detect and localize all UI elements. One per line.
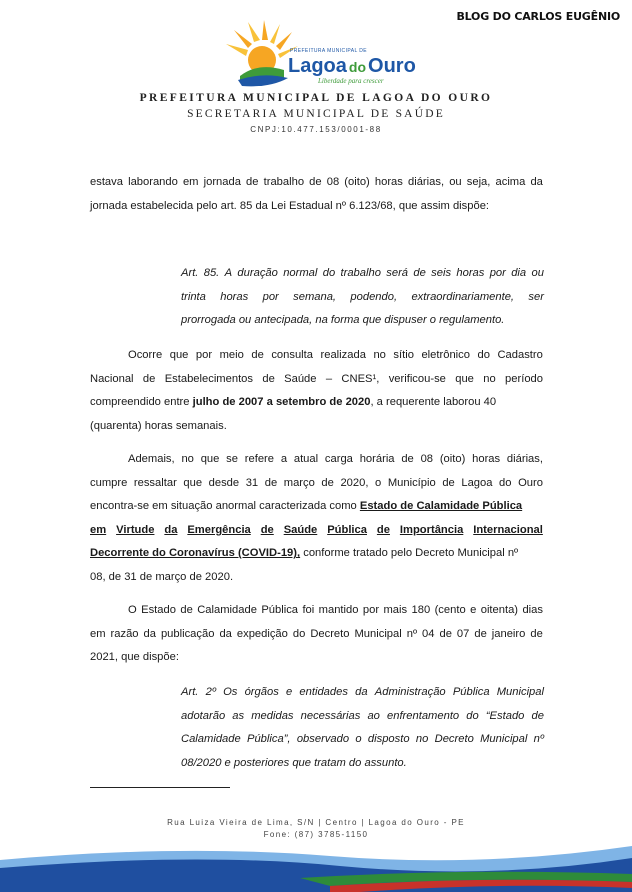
word: horas	[374, 176, 403, 188]
word: de	[376, 523, 390, 536]
word: no	[415, 733, 429, 746]
word: ressaltar	[133, 476, 177, 489]
word: de	[474, 627, 487, 640]
header-secretaria: SECRETARIA MUNICIPAL DE SAÚDE	[187, 108, 445, 120]
word: Ouro	[518, 476, 543, 489]
word: eletrônico	[421, 349, 470, 361]
word: trabalho	[263, 176, 305, 188]
word: ser	[528, 290, 544, 303]
word: de	[246, 176, 259, 188]
paragraph-4	[90, 599, 543, 670]
word: ou	[449, 176, 462, 188]
word: por	[489, 267, 506, 279]
word: Os	[223, 686, 238, 698]
paragraph-line: (quarenta) horas semanais.	[90, 419, 227, 432]
word: extraordinariamente,	[411, 290, 515, 303]
word: da	[355, 686, 368, 698]
word: Estado	[141, 604, 176, 616]
word: observado	[296, 733, 350, 746]
word: entidades	[299, 686, 348, 698]
word: (oito)	[344, 176, 370, 188]
paragraph-line	[90, 344, 543, 368]
word: mais	[383, 604, 408, 616]
word: –	[325, 372, 333, 385]
word: do	[322, 267, 336, 279]
word: A	[224, 267, 233, 279]
word: publicação	[160, 627, 215, 640]
word: do	[466, 709, 479, 722]
paragraph-line	[90, 519, 543, 543]
footer-phone: Fone: (87) 3785-1150	[263, 830, 369, 839]
word: por	[195, 349, 213, 361]
word: da	[219, 627, 232, 640]
word: Lagoa	[461, 476, 493, 489]
word: horas	[456, 267, 485, 279]
word: por	[362, 604, 380, 616]
period-highlight: julho de 2007 a setembro de 2020	[192, 396, 371, 409]
word: no	[373, 349, 386, 361]
logo-name: Lagoa do Ouro	[288, 55, 416, 77]
word: Importância	[399, 523, 464, 536]
word: diárias,	[506, 453, 543, 465]
word: Saúde	[284, 372, 317, 385]
word: Pública	[261, 604, 299, 616]
word: Municipal	[496, 686, 544, 698]
word: Pública	[452, 686, 490, 698]
quote-line	[181, 286, 544, 310]
footer-address: Rua Luiza Vieira de Lima, S/N | Centro | Lagoa do Ouro - PE	[167, 818, 465, 827]
word: 08	[326, 176, 340, 188]
word: o	[355, 733, 362, 746]
word: Decreto	[310, 627, 350, 640]
word: do	[499, 476, 512, 489]
paragraph-3	[90, 448, 543, 590]
word: será	[386, 267, 409, 279]
municipal-logo	[218, 18, 418, 90]
word: mantido	[318, 604, 359, 616]
paragraph-line: compreendido entre julho de 2007 a setembro de 2020, a requerente laborou 40	[90, 396, 497, 409]
word: em	[90, 627, 106, 640]
quote-line	[181, 681, 544, 705]
word: meio	[219, 349, 244, 361]
word: se	[226, 453, 238, 465]
quote-line: 08/2020 e posteriores que tratam do assunto.	[181, 756, 407, 769]
word: ao	[367, 709, 380, 722]
quote-line	[181, 728, 544, 752]
quote-line	[181, 262, 544, 286]
paragraph-1	[90, 171, 543, 218]
word: Municipal	[480, 733, 528, 746]
word: 07	[456, 627, 470, 640]
paragraph-line: Decorrente do Coronavírus (COVID-19), conforme tratado pelo Decreto Municipal nº	[90, 547, 519, 560]
paragraph-line: 08, de 31 de março de 2020.	[90, 570, 234, 583]
word: Estabelecimentos	[164, 372, 253, 385]
word: da	[164, 523, 178, 536]
word: cumpre	[90, 476, 128, 489]
word: órgãos	[244, 686, 279, 698]
word: necessárias	[300, 709, 361, 722]
quote-line	[181, 705, 544, 729]
word: 2020,	[340, 476, 369, 489]
word: refere	[244, 453, 275, 465]
paragraph-line	[90, 472, 543, 496]
word: ou	[531, 267, 544, 279]
word: enfrentamento	[387, 709, 460, 722]
word: que	[169, 349, 189, 361]
word: 2º	[205, 686, 216, 698]
word: da	[143, 627, 156, 640]
word: Virtude	[116, 523, 155, 536]
word: 04	[422, 627, 435, 640]
word: de	[439, 627, 452, 640]
word: 08	[420, 453, 434, 465]
word: 180	[411, 604, 431, 616]
footer-wave-decoration	[0, 838, 632, 892]
word: de	[251, 349, 264, 361]
word: foi	[302, 604, 315, 616]
header-cnpj: CNPJ:10.477.153/0001-88	[250, 125, 382, 134]
word: podendo,	[350, 290, 398, 303]
footnote-divider	[90, 787, 230, 788]
word: que	[183, 476, 203, 489]
word: e	[285, 686, 293, 698]
word: trinta	[181, 290, 206, 303]
word: dias	[522, 604, 543, 616]
word: Ocorre	[128, 349, 163, 361]
word: de	[442, 476, 455, 489]
word: nº	[406, 627, 418, 640]
word: Calamidade	[181, 733, 241, 746]
word: janeiro	[491, 627, 526, 640]
word: período	[505, 372, 543, 385]
word: estava	[90, 176, 123, 188]
word: “Estado	[485, 709, 525, 722]
word: adotarão	[181, 709, 226, 722]
word: razão	[110, 627, 139, 640]
word: seja,	[466, 176, 491, 188]
word: seis	[431, 267, 452, 279]
word: em	[90, 523, 107, 536]
word: realizada	[320, 349, 366, 361]
word: horas	[220, 290, 249, 303]
word: de	[531, 709, 544, 722]
word: que	[455, 372, 474, 385]
word: março	[283, 476, 315, 489]
word: acima	[495, 176, 526, 188]
word: sítio	[393, 349, 414, 361]
word: consulta	[271, 349, 313, 361]
word: de	[260, 523, 274, 536]
word: por	[262, 290, 279, 303]
word: no	[483, 372, 496, 385]
covid-highlight: Decorrente do Coronavírus (COVID-19),	[90, 547, 301, 560]
word: normal	[283, 267, 318, 279]
word: do	[292, 627, 306, 640]
word: (oito)	[439, 453, 466, 465]
word: do	[477, 349, 490, 361]
word: nº	[533, 733, 544, 746]
word: Calamidade	[197, 604, 257, 616]
word: Nacional	[90, 372, 134, 385]
paragraph-line	[90, 448, 543, 472]
word: medidas	[251, 709, 294, 722]
word: semana,	[293, 290, 337, 303]
paragraph-line	[90, 171, 543, 195]
word: horária	[359, 453, 395, 465]
word: de	[321, 476, 334, 489]
word: O	[128, 604, 137, 616]
word: CNES¹,	[341, 372, 380, 385]
quote-art-2	[181, 681, 544, 775]
word: de	[180, 604, 193, 616]
word: disposto	[367, 733, 410, 746]
word: Decreto	[434, 733, 474, 746]
paragraph-line: encontra-se em situação anormal caracterizada como Estado de Calamidade Pública	[90, 500, 523, 513]
word: laborando	[128, 176, 178, 188]
quote-line: prorrogada ou antecipada, na forma que dispuser o regulamento.	[181, 314, 505, 327]
word: Ademais,	[128, 453, 175, 465]
header-prefeitura: PREFEITURA MUNICIPAL DE LAGOA DO OURO	[139, 92, 493, 104]
word: Internacional	[473, 523, 543, 536]
paragraph-line	[90, 368, 543, 392]
word: Emergência	[187, 523, 251, 536]
word: Pública	[327, 523, 367, 536]
word: 31	[245, 476, 259, 489]
paragraph-line	[90, 599, 543, 623]
word: de	[262, 372, 275, 385]
word: dia	[511, 267, 527, 279]
word: 85.	[203, 267, 220, 279]
word: Art.	[181, 267, 199, 279]
word: de	[413, 267, 426, 279]
word: no	[181, 453, 194, 465]
word: verificou-se	[388, 372, 446, 385]
word: Cadastro	[497, 349, 543, 361]
word: horas	[472, 453, 501, 465]
word: (cento	[434, 604, 466, 616]
quote-art-85	[181, 262, 544, 333]
paragraph-line: jornada estabelecida pelo art. 85 da Lei Estadual nº 6.123/68, que assim dispõe:	[90, 199, 490, 212]
paragraph-line: 2021, que dispõe:	[90, 651, 179, 664]
word: em	[182, 176, 199, 188]
word: de	[309, 176, 322, 188]
paragraph-line	[90, 623, 543, 647]
logo-small-text: PREFEITURA MUNICIPAL DE	[290, 48, 367, 54]
word: Art.	[181, 686, 199, 698]
word: desde	[208, 476, 240, 489]
word: Município	[387, 476, 436, 489]
blog-watermark: BLOG DO CARLOS EUGÊNIO	[456, 10, 620, 23]
word: da	[530, 176, 543, 188]
word: de	[142, 372, 156, 385]
word: atual	[293, 453, 319, 465]
calamity-highlight: Estado de Calamidade Pública	[359, 500, 523, 513]
word: o	[375, 476, 382, 489]
word: de	[530, 627, 543, 640]
word: as	[232, 709, 245, 722]
word: a	[280, 453, 288, 465]
logo-slogan: Liberdade para crescer	[318, 77, 384, 85]
word: oitenta)	[480, 604, 519, 616]
word: diárias,	[408, 176, 445, 188]
word: Municipal	[354, 627, 402, 640]
word: de	[401, 453, 414, 465]
word: e	[470, 604, 477, 616]
paragraph-2	[90, 344, 543, 438]
word: trabalho	[340, 267, 381, 279]
word: Pública”,	[247, 733, 291, 746]
word: expedição	[236, 627, 288, 640]
word: carga	[324, 453, 353, 465]
word: Saúde	[283, 523, 318, 536]
word: Administração	[374, 686, 446, 698]
word: que	[200, 453, 220, 465]
word: duração	[237, 267, 278, 279]
word: jornada	[203, 176, 241, 188]
word: de	[264, 476, 278, 489]
